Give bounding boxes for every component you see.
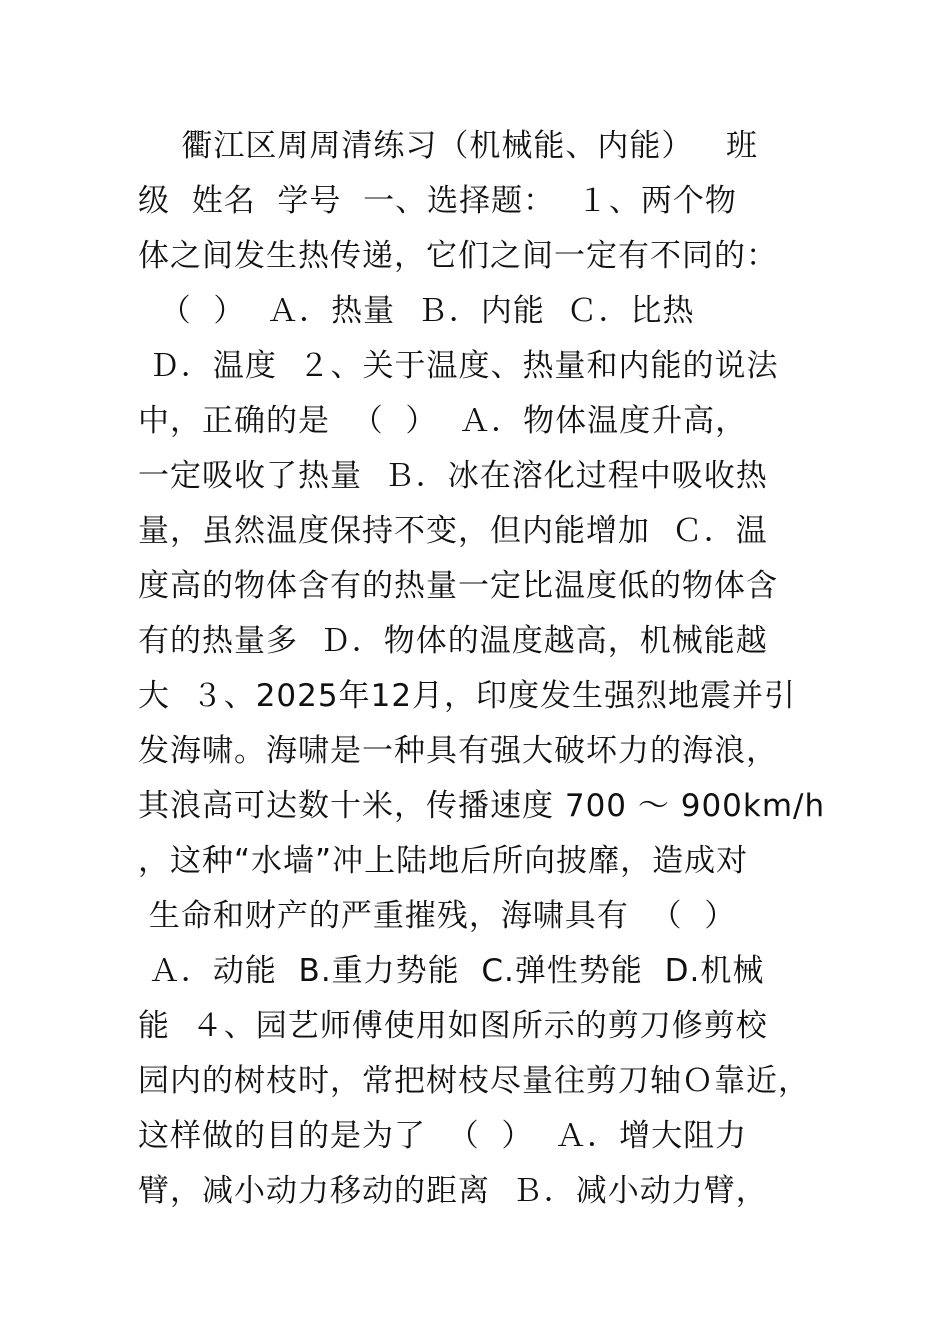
text-line: 体之间发生热传递，它们之间一定有不同的： (138, 238, 778, 274)
text-line: 度高的物体含有的热量一定比温度低的物体含 (138, 568, 778, 604)
text-line: 级 姓名 学号 一、选择题： １、两个物 (138, 183, 737, 219)
text-line: ，这种“水墙”冲上陆地后所向披靡，造成对 (138, 843, 749, 879)
text-line: 生命和财产的严重摧残，海啸具有 （ ） (138, 898, 737, 934)
text-line: 大 ３、2025年12月，印度发生强烈地震并引 (138, 678, 797, 714)
text-line: 有的热量多 Ｄ．物体的温度越高，机械能越 (138, 623, 768, 659)
text-line: 能 ４、园艺师傅使用如图所示的剪刀修剪校 (138, 1008, 768, 1044)
text-line: 这样做的目的是为了 （ ） Ａ．增大阻力 (138, 1118, 748, 1154)
text-line: 量，虽然温度保持不变，但内能增加 Ｃ．温 (138, 513, 768, 549)
text-line: 一定吸收了热量 Ｂ．冰在溶化过程中吸收热 (138, 458, 768, 494)
text-line: 园内的树枝时，常把树枝尽量往剪刀轴Ｏ靠近， (138, 1063, 810, 1099)
text-line: 发海啸。海啸是一种具有强大破坏力的海浪， (138, 733, 778, 769)
text-line: Ｄ．温度 ２、关于温度、热量和内能的说法 (138, 348, 779, 384)
text-line: Ａ．动能 B.重力势能 C.弹性势能 D.机械 (138, 953, 765, 989)
text-line: 臂，减小动力移动的距离 Ｂ．减小动力臂， (138, 1173, 768, 1209)
text-line: 中，正确的是 （ ） Ａ．物体温度升高， (138, 403, 748, 439)
text-line: 衢江区周周清练习（机械能、内能） 班 (138, 128, 758, 164)
text-line: 其浪高可达数十米，传播速度 700 ～ 900km/h (138, 788, 826, 824)
text-line: （ ） Ａ．热量 Ｂ．内能 Ｃ．比热 (138, 293, 695, 329)
